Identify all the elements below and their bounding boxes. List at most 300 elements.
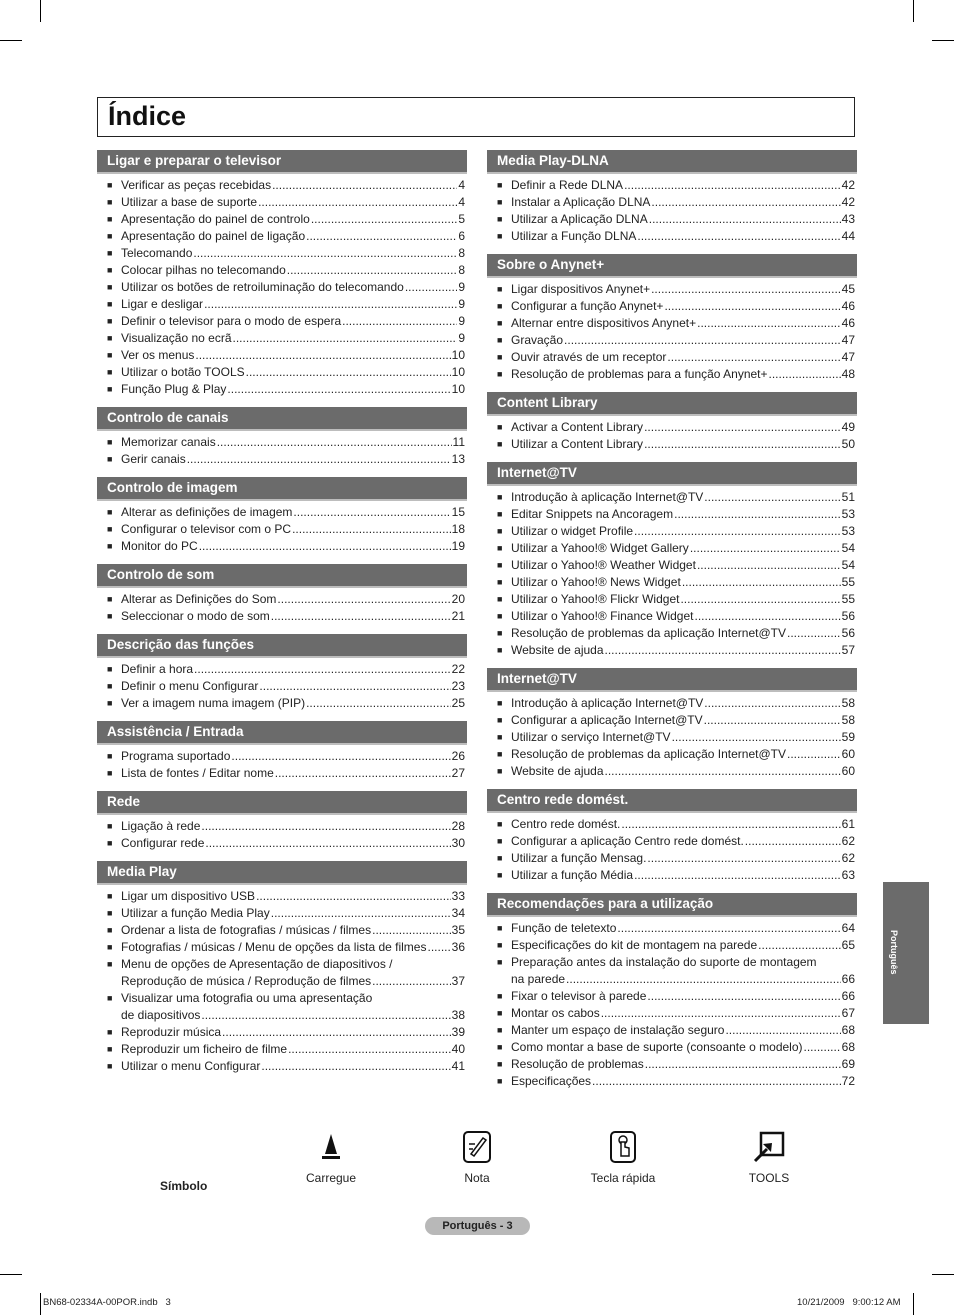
- toc-entry[interactable]: [487, 850, 857, 867]
- toc-entry[interactable]: [487, 298, 857, 315]
- dot-leader: [704, 695, 840, 712]
- toc-entry-page: 60: [841, 764, 855, 778]
- toc-entry[interactable]: [97, 695, 467, 712]
- toc-entry-title: ■ Resolução de problemas da aplicação Internet@TV: [511, 747, 787, 761]
- toc-entry-page: 69: [841, 1057, 855, 1071]
- dot-leader: [372, 922, 451, 939]
- toc-entry[interactable]: [487, 194, 857, 211]
- toc-entry-page: 9: [458, 314, 465, 328]
- toc-section: [97, 477, 467, 555]
- toc-entry-title: ■ Programa suportado: [121, 749, 231, 763]
- dot-leader: [647, 850, 840, 867]
- section-heading: Controlo de canais: [97, 407, 467, 431]
- toc-entry[interactable]: [487, 506, 857, 523]
- dot-leader: [217, 434, 452, 451]
- toc-entry[interactable]: [487, 177, 857, 194]
- dot-leader: [306, 228, 457, 245]
- dot-leader: [804, 1039, 841, 1056]
- dot-leader: [199, 538, 451, 555]
- dot-leader: [787, 625, 841, 642]
- toc-entry[interactable]: [97, 364, 467, 381]
- dot-leader: [272, 177, 457, 194]
- toc-section: [487, 893, 857, 1090]
- title-box: [97, 97, 855, 137]
- toc-entry-title: ■ Lista de fontes / Editar nome: [121, 766, 274, 780]
- legend-press: [300, 1130, 362, 1185]
- legend-press-label: Carregue: [305, 1171, 357, 1185]
- toc-entry-page: 10: [451, 348, 465, 362]
- toc-entry-page: 26: [451, 749, 465, 763]
- toc-entry-page: 30: [451, 836, 465, 850]
- toc-entry-page: 45: [841, 282, 855, 296]
- toc-entry-title: ■ Utilizar os botões de retroiluminação do telecomando: [121, 280, 404, 294]
- toc-entry[interactable]: [97, 262, 467, 279]
- toc-entry-page: 35: [451, 923, 465, 937]
- dot-leader: [697, 315, 841, 332]
- dot-leader: [601, 1005, 841, 1022]
- toc-entry[interactable]: [487, 591, 857, 608]
- toc-entry[interactable]: [487, 954, 857, 988]
- toc-entry-page: 4: [458, 195, 465, 209]
- toc-entry-title: ■ Ligar um dispositivo USB: [121, 889, 256, 903]
- toc-entry[interactable]: [487, 608, 857, 625]
- dot-leader: [259, 678, 450, 695]
- toc-entry-title: ■ Ligar e desligar: [121, 297, 204, 311]
- toc-entry-title: ■ Montar os cabos: [511, 1006, 600, 1020]
- toc-entry-title: ■ Como montar a base de suporte (consoante o modelo): [511, 1040, 803, 1054]
- footer-file-name: BN68-02334A-00POR.indb 3: [43, 1297, 171, 1308]
- toc-entry-page: 72: [841, 1074, 855, 1088]
- toc-entry-title: ■ Especificações: [511, 1074, 592, 1088]
- toc-entry-page: 34: [451, 906, 465, 920]
- toc-entry[interactable]: [487, 523, 857, 540]
- dot-leader: [201, 818, 450, 835]
- dot-leader: [227, 381, 450, 398]
- toc-entry-title: ■ Alterar as definições de imagem: [121, 505, 293, 519]
- footer-timestamp: 10/21/2009 9:00:12 AM: [797, 1297, 901, 1308]
- section-heading: Content Library: [487, 392, 857, 416]
- toc-entry[interactable]: [97, 939, 467, 956]
- toc-entry-page: 62: [841, 851, 855, 865]
- crop-mark: [913, 1293, 914, 1315]
- dot-leader: [231, 748, 450, 765]
- dot-leader: [704, 489, 840, 506]
- dot-leader: [674, 506, 841, 523]
- toc-entry-page: 55: [841, 592, 855, 606]
- toc-entry[interactable]: [97, 748, 467, 765]
- legend-one-touch: [582, 1130, 664, 1185]
- toc-entry-title: ■ Monitor do PC: [121, 539, 198, 553]
- toc-entry-title: ■ Ver os menus: [121, 348, 195, 362]
- toc-entry-first-line: ■ Menu de opções de Apresentação de diapositivos /: [121, 957, 393, 971]
- dot-leader: [277, 591, 450, 608]
- toc-entry-page: 56: [841, 626, 855, 640]
- toc-entry[interactable]: [97, 504, 467, 521]
- legend-note: [447, 1130, 507, 1185]
- section-heading: Assistência / Entrada: [97, 721, 467, 745]
- toc-entry[interactable]: [487, 937, 857, 954]
- dot-leader: [651, 281, 841, 298]
- toc-entry-title: ■ Definir o televisor para o modo de espera: [121, 314, 342, 328]
- dot-leader: [288, 1041, 451, 1058]
- toc-entry[interactable]: [487, 349, 857, 366]
- dot-leader: [787, 746, 841, 763]
- dot-leader: [651, 194, 840, 211]
- section-heading: Ligar e preparar o televisor: [97, 150, 467, 174]
- dot-leader: [649, 211, 841, 228]
- toc-entry[interactable]: [487, 763, 857, 780]
- toc-entry[interactable]: [97, 279, 467, 296]
- toc-entry[interactable]: [487, 574, 857, 591]
- toc-entry-page: 20: [451, 592, 465, 606]
- toc-entry[interactable]: [97, 765, 467, 782]
- toc-entry[interactable]: [487, 1039, 857, 1056]
- toc-entry[interactable]: [487, 746, 857, 763]
- toc-entry-title: Reprodução de música / Reprodução de filmes: [121, 974, 372, 988]
- toc-entry-title: ■ Fixar o televisor à parede: [511, 989, 647, 1003]
- toc-entry-page: 39: [451, 1025, 465, 1039]
- toc-entry[interactable]: [97, 313, 467, 330]
- toc-entry-page: 57: [841, 643, 855, 657]
- toc-entry-title: ■ Ordenar a lista de fotografias / músicas / filmes: [121, 923, 372, 937]
- dot-leader: [275, 765, 451, 782]
- toc-entry[interactable]: [97, 835, 467, 852]
- toc-entry-title: ■ Configurar a aplicação Internet@TV: [511, 713, 703, 727]
- toc-section: [97, 861, 467, 1075]
- toc-entry-page: 64: [841, 921, 855, 935]
- toc-entry-title: ■ Definir o menu Configurar: [121, 679, 259, 693]
- toc-section: [487, 392, 857, 453]
- dot-leader: [647, 988, 840, 1005]
- left-column: [97, 150, 467, 1084]
- toc-entry-title: ■ Utilizar o menu Configurar: [121, 1059, 261, 1073]
- section-heading: Media Play: [97, 861, 467, 885]
- toc-entry-page: 15: [451, 505, 465, 519]
- toc-entry[interactable]: [97, 1041, 467, 1058]
- toc-entry[interactable]: [97, 608, 467, 625]
- dot-leader: [342, 313, 457, 330]
- toc-entry[interactable]: [97, 245, 467, 262]
- toc-entry-page: 68: [841, 1023, 855, 1037]
- toc-entry[interactable]: [487, 540, 857, 557]
- toc-entry[interactable]: [487, 436, 857, 453]
- toc-entry-page: 46: [841, 299, 855, 313]
- toc-entry-first-line: ■ Preparação antes da instalação do suporte de montagem: [511, 955, 817, 969]
- toc-entry[interactable]: [487, 988, 857, 1005]
- dot-leader: [667, 349, 840, 366]
- toc-entry-page: 53: [841, 524, 855, 538]
- dot-leader: [592, 1073, 841, 1090]
- toc-entry[interactable]: [97, 818, 467, 835]
- dot-leader: [271, 608, 451, 625]
- dot-leader: [233, 330, 458, 347]
- toc-entry-title: ■ Manter um espaço de instalação seguro: [511, 1023, 725, 1037]
- toc-entry-title: ■ Utilizar o widget Profile: [511, 524, 634, 538]
- toc-entry[interactable]: [487, 419, 857, 436]
- toc-entry[interactable]: [487, 489, 857, 506]
- toc-entry-page: 40: [451, 1042, 465, 1056]
- one-touch-button-icon: [607, 1130, 639, 1164]
- toc-entry-title: ■ Alterar as Definições do Som: [121, 592, 277, 606]
- toc-entry-title: ■ Reproduzir um ficheiro de filme: [121, 1042, 288, 1056]
- toc-entry-page: 47: [841, 350, 855, 364]
- toc-entry-title: ■ Utilizar a Aplicação DLNA: [511, 212, 648, 226]
- toc-entry[interactable]: [487, 1022, 857, 1039]
- toc-section: [487, 668, 857, 780]
- toc-entry-title: ■ Ligar dispositivos Anynet+: [511, 282, 651, 296]
- toc-entry[interactable]: [97, 1058, 467, 1075]
- toc-entry-page: 27: [451, 766, 465, 780]
- toc-entry-title: ■ Alternar entre dispositivos Anynet+: [511, 316, 697, 330]
- toc-entry-title: ■ Utilizar o serviço Internet@TV: [511, 730, 671, 744]
- section-heading: Rede: [97, 791, 467, 815]
- toc-entry-title: ■ Apresentação do painel de controlo: [121, 212, 310, 226]
- toc-entry-title: ■ Utilizar a Content Library: [511, 437, 644, 451]
- dot-leader: [634, 867, 841, 884]
- toc-entry-page: 47: [841, 333, 855, 347]
- page-number-badge: Português - 3: [425, 1217, 530, 1235]
- toc-entry-title: ■ Utilizar a função Mensag.: [511, 851, 647, 865]
- section-heading: Recomendações para a utilização: [487, 893, 857, 917]
- crop-mark: [0, 40, 22, 41]
- toc-entry-page: 5: [458, 212, 465, 226]
- toc-entry-title: ■ Gravação: [511, 333, 564, 347]
- toc-entry-page: 66: [841, 989, 855, 1003]
- dot-leader: [292, 521, 451, 538]
- dot-leader: [222, 1024, 451, 1041]
- toc-entry[interactable]: [487, 729, 857, 746]
- toc-entry[interactable]: [487, 642, 857, 659]
- toc-entry[interactable]: [487, 712, 857, 729]
- toc-entry[interactable]: [97, 990, 467, 1024]
- toc-entry-title: ■ Configurar a função Anynet+: [511, 299, 664, 313]
- toc-entry-title: ■ Introdução à aplicação Internet@TV: [511, 490, 704, 504]
- dot-leader: [672, 729, 841, 746]
- dot-leader: [372, 973, 451, 990]
- toc-entry-page: 9: [458, 280, 465, 294]
- toc-entry-title: ■ Fotografias / músicas / Menu de opções da lista de filmes: [121, 940, 427, 954]
- toc-entry-page: 53: [841, 507, 855, 521]
- toc-entry-page: 41: [451, 1059, 465, 1073]
- toc-section: [487, 462, 857, 659]
- toc-entry-page: 54: [841, 541, 855, 555]
- toc-entry[interactable]: [97, 211, 467, 228]
- toc-entry[interactable]: [487, 1073, 857, 1090]
- toc-entry[interactable]: [487, 625, 857, 642]
- toc-entry-title: ■ Especificações do kit de montagem na parede: [511, 938, 758, 952]
- dot-leader: [246, 364, 451, 381]
- dot-leader: [644, 419, 841, 436]
- dot-leader: [258, 194, 457, 211]
- dot-leader: [690, 540, 841, 557]
- toc-entry[interactable]: [487, 366, 857, 383]
- dot-leader: [201, 1007, 450, 1024]
- toc-entry-title: ■ Memorizar canais: [121, 435, 216, 449]
- toc-entry[interactable]: [97, 591, 467, 608]
- toc-entry[interactable]: [97, 194, 467, 211]
- toc-entry[interactable]: [97, 521, 467, 538]
- toc-entry-page: 49: [841, 420, 855, 434]
- toc-entry[interactable]: [97, 661, 467, 678]
- toc-entry-page: 51: [841, 490, 855, 504]
- toc-entry[interactable]: [97, 177, 467, 194]
- language-side-tab: [883, 882, 929, 1024]
- dot-leader: [624, 177, 841, 194]
- toc-entry-page: 10: [451, 382, 465, 396]
- dot-leader: [704, 712, 841, 729]
- press-icon: [320, 1130, 342, 1164]
- toc-entry[interactable]: [487, 920, 857, 937]
- toc-entry-page: 58: [841, 696, 855, 710]
- toc-entry-page: 55: [841, 575, 855, 589]
- toc-entry[interactable]: [487, 557, 857, 574]
- toc-entry[interactable]: [97, 347, 467, 364]
- toc-entry[interactable]: [97, 922, 467, 939]
- legend-tools-label: TOOLS: [748, 1171, 790, 1185]
- section-heading: Media Play-DLNA: [487, 150, 857, 174]
- toc-entry-page: 62: [841, 834, 855, 848]
- toc-entry[interactable]: [487, 281, 857, 298]
- toc-entry[interactable]: [97, 905, 467, 922]
- toc-entry-title: ■ Ver a imagem numa imagem (PIP): [121, 696, 306, 710]
- dot-leader: [311, 211, 458, 228]
- toc-section: [487, 254, 857, 383]
- dot-leader: [204, 296, 457, 313]
- toc-entry-title: ■ Colocar pilhas no telecomando: [121, 263, 286, 277]
- toc-entry-page: 8: [458, 246, 465, 260]
- toc-entry-page: 28: [451, 819, 465, 833]
- toc-entry-title: ■ Utilizar o Yahoo!® Flickr Widget: [511, 592, 680, 606]
- crop-mark: [40, 0, 41, 22]
- legend-tools: [740, 1130, 798, 1185]
- toc-entry-page: 60: [841, 747, 855, 761]
- toc-entry[interactable]: [97, 956, 467, 990]
- toc-entry[interactable]: [97, 296, 467, 313]
- toc-entry-title: ■ Editar Snippets na Ancoragem: [511, 507, 674, 521]
- toc-entry-page: 8: [458, 263, 465, 277]
- toc-entry-page: 6: [458, 229, 465, 243]
- toc-entry-title: ■ Resolução de problemas para a função Anynet+: [511, 367, 768, 381]
- dot-leader: [644, 436, 841, 453]
- toc-entry-page: 66: [841, 972, 855, 986]
- dot-leader: [621, 816, 840, 833]
- toc-entry-page: 25: [451, 696, 465, 710]
- toc-entry-title: ■ Função de teletexto: [511, 921, 617, 935]
- dot-leader: [261, 1058, 450, 1075]
- dot-leader: [187, 451, 451, 468]
- crop-mark: [40, 1293, 41, 1315]
- legend-one-touch-label: Tecla rápida: [590, 1171, 656, 1185]
- toc-entry[interactable]: [487, 816, 857, 833]
- toc-entry-first-line: ■ Visualizar uma fotografia ou uma apresentação: [121, 991, 373, 1005]
- toc-entry-title: ■ Função Plug & Play: [121, 382, 227, 396]
- toc-entry-page: 54: [841, 558, 855, 572]
- toc-entry[interactable]: [97, 228, 467, 245]
- section-heading: Sobre o Anynet+: [487, 254, 857, 278]
- section-heading: Internet@TV: [487, 668, 857, 692]
- toc-entry-page: 43: [841, 212, 855, 226]
- toc-entry[interactable]: [487, 1056, 857, 1073]
- toc-entry[interactable]: [97, 888, 467, 905]
- toc-entry-title: ■ Centro rede domést.: [511, 817, 621, 831]
- toc-entry-page: 50: [841, 437, 855, 451]
- crop-mark: [932, 40, 954, 41]
- toc-entry-page: 13: [451, 452, 465, 466]
- dot-leader: [605, 763, 841, 780]
- toc-entry-title: ■ Utilizar a função Media Play: [121, 906, 270, 920]
- toc-entry-page: 9: [458, 297, 465, 311]
- toc-entry-page: 19: [451, 539, 465, 553]
- dot-leader: [605, 642, 841, 659]
- toc-entry-title: ■ Verificar as peças recebidas: [121, 178, 272, 192]
- toc-entry-title: ■ Seleccionar o modo de som: [121, 609, 270, 623]
- toc-entry-title: ■ Configurar o televisor com o PC: [121, 522, 292, 536]
- side-tab-label: Português: [889, 930, 899, 975]
- toc-entry[interactable]: [487, 315, 857, 332]
- toc-entry-title: ■ Utilizar o Yahoo!® News Widget: [511, 575, 681, 589]
- toc-entry[interactable]: [487, 867, 857, 884]
- toc-entry-page: 63: [841, 868, 855, 882]
- toc-entry-title: ■ Ouvir através de um receptor: [511, 350, 667, 364]
- toc-entry[interactable]: [97, 451, 467, 468]
- toc-entry-title: ■ Definir a hora: [121, 662, 194, 676]
- dot-leader: [287, 262, 458, 279]
- toc-entry-page: 4: [458, 178, 465, 192]
- right-column: [487, 150, 857, 1099]
- section-heading: Controlo de som: [97, 564, 467, 588]
- toc-entry-title: ■ Utilizar a Função DLNA: [511, 229, 637, 243]
- toc-entry[interactable]: [97, 330, 467, 347]
- legend-symbol-label: Símbolo: [160, 1179, 208, 1193]
- dot-leader: [306, 695, 451, 712]
- legend-note-label: Nota: [464, 1171, 490, 1185]
- toc-entry[interactable]: [97, 434, 467, 451]
- toc-entry-page: 44: [841, 229, 855, 243]
- toc-entry-page: 48: [841, 367, 855, 381]
- toc-section: [97, 564, 467, 625]
- toc-section: [487, 150, 857, 245]
- toc-entry[interactable]: [97, 381, 467, 398]
- toc-entry[interactable]: [487, 1005, 857, 1022]
- toc-entry[interactable]: [487, 833, 857, 850]
- toc-section: [97, 634, 467, 712]
- toc-entry-page: 65: [841, 938, 855, 952]
- dot-leader: [566, 971, 841, 988]
- toc-entry-page: 38: [451, 1008, 465, 1022]
- toc-section: [97, 150, 467, 398]
- dot-leader: [634, 523, 841, 540]
- toc-entry[interactable]: [487, 695, 857, 712]
- toc-entry[interactable]: [97, 678, 467, 695]
- toc-entry-title: ■ Website de ajuda: [511, 643, 604, 657]
- toc-section: [487, 789, 857, 884]
- toc-section: [97, 791, 467, 852]
- toc-entry-title: ■ Utilizar a base de suporte: [121, 195, 258, 209]
- toc-entry[interactable]: [97, 1024, 467, 1041]
- section-heading: Descrição das funções: [97, 634, 467, 658]
- toc-entry[interactable]: [97, 538, 467, 555]
- section-heading: Centro rede domést.: [487, 789, 857, 813]
- dot-leader: [637, 228, 840, 245]
- toc-entry-title: ■ Instalar a Aplicação DLNA: [511, 195, 651, 209]
- toc-entry[interactable]: [487, 211, 857, 228]
- toc-entry[interactable]: [487, 332, 857, 349]
- toc-section: [97, 721, 467, 782]
- note-icon: [461, 1130, 493, 1164]
- toc-entry-page: 36: [451, 940, 465, 954]
- toc-entry[interactable]: [487, 228, 857, 245]
- dot-leader: [758, 937, 840, 954]
